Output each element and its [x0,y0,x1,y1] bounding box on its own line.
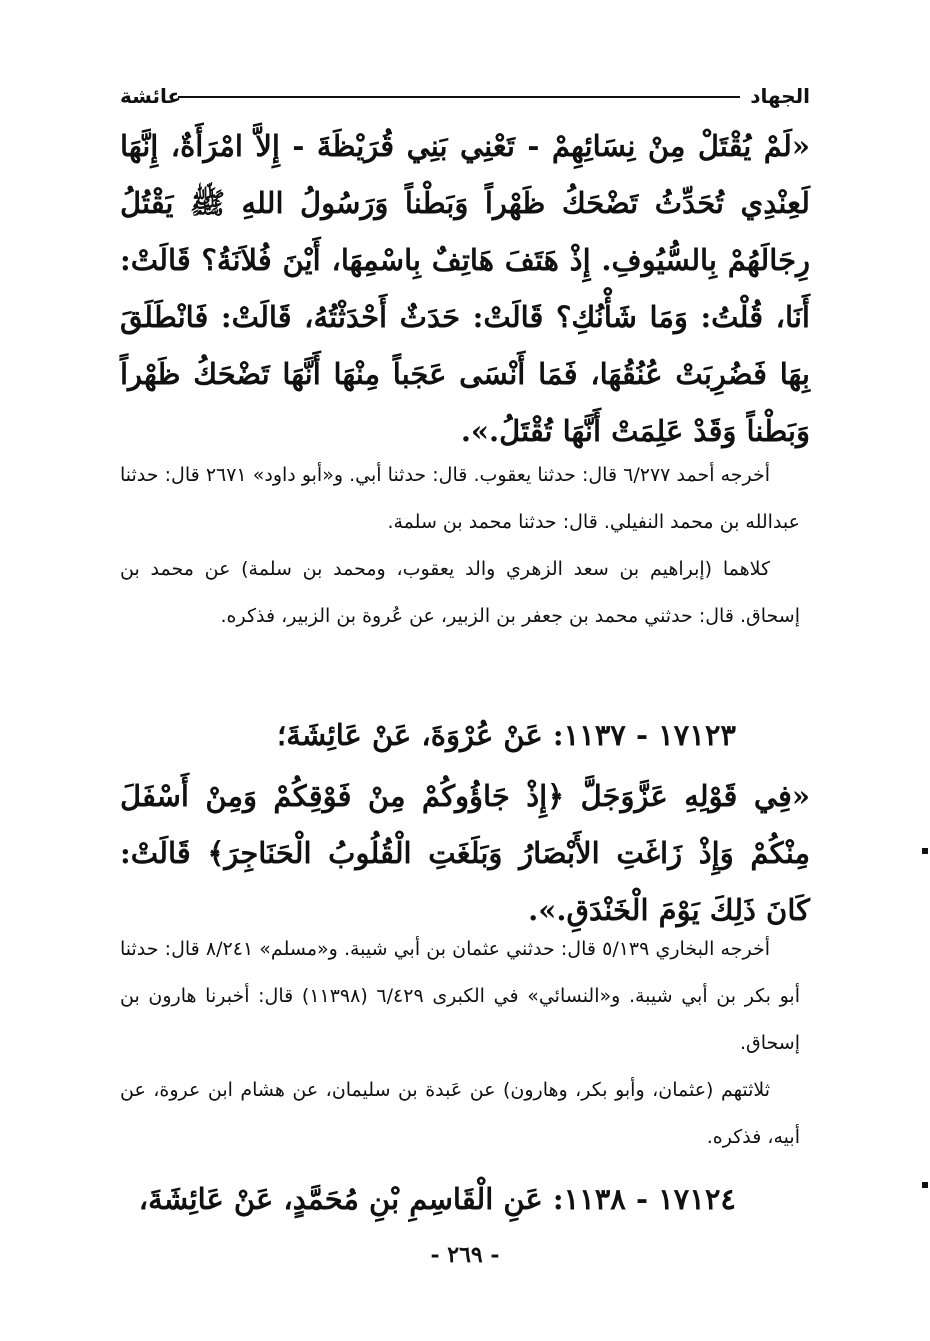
hadith-text-1: «لَمْ يُقْتَلْ مِنْ نِسَائِهِمْ - تَعْنِي بَنِي قُرَيْظَةَ - إِلاَّ امْرَأَةٌ، إِنَّهَا لَعِنْدِي تُحَدِّثُ تَضْحَكُ ظَهْراً وَبَطْناً وَرَسُولُ اللهِ ﷺ يَقْتُلُ رِجَالَهُمْ بِالسُّيُوفِ. إِذْ هَتَفَ هَاتِفٌ بِاسْمِهَا، أَيْنَ فُلاَنَةُ؟ قَالَتْ: أَنَا، قُلْتُ: وَمَا شَأْنُكِ؟ قَالَتْ: حَدَثٌ أَحْدَثْتُهُ، قَالَتْ: فَانْطَلَقَ بِهَا فَضُرِبَتْ عُنُقُهَا، فَمَا أَنْسَى عَجَباً مِنْهَا أَنَّهَا تَضْحَكُ ظَهْراً وَبَطْناً وَقَدْ عَلِمَتْ أَنَّهَا تُقْتَلُ.». [120,129,810,448]
takhrij-paragraph: كلاهما (إبراهيم بن سعد الزهري والد يعقوب، ومحمد بن سلمة) عن محمد بن إسحاق. قال: حدثني محمد بن جعفر بن الزبير، عن عُروة بن الزبير، فذكره. [120,558,800,627]
margin-mark [922,848,928,854]
takhrij-block-2 [120,926,800,1161]
hadith-heading-2: ١٧١٢٣ - ١١٣٧: عَنْ عُرْوَةَ، عَنْ عَائِشَةَ؛ [277,718,736,752]
takhrij-paragraph: أخرجه البخاري ٥/١٣٩ قال: حدثني عثمان بن أبي شيبة. و«مسلم» ٨/٢٤١ قال: حدثنا أبو بكر بن أبي شيبة. و«النسائي» في الكبرى ٦/٤٢٩ (١١٣٩٨) قال: أخبرنا هارون بن إسحاق. [120,938,800,1054]
takhrij-paragraph: ثلاثتهم (عثمان، وأبو بكر، وهارون) عن عَبدة بن سليمان، عن هشام ابن عروة، عن أبيه، فذكره. [120,1079,800,1148]
chapter-title: الجهاد [750,84,810,108]
takhrij-paragraph: أخرجه أحمد ٦/٢٧٧ قال: حدثنا يعقوب. قال: حدثنا أبي. و«أبو داود» ٢٦٧١ قال: حدثنا عبدالله بن محمد النفيلي. قال: حدثنا محمد بن سلمة. [120,464,800,533]
narrator-title: عائشة [120,84,182,108]
page-number: - ٢٦٩ - [430,1242,500,1268]
margin-mark [922,1182,928,1188]
takhrij-block-1 [120,452,800,640]
hadith-text-2: «فِي قَوْلِهِ عَزَّوَجَلَّ ﴿إِذْ جَاؤُوكُمْ مِنْ فَوْقِكُمْ وَمِنْ أَسْفَلَ مِنْكُمْ وَإِذْ زَاغَتِ الأَبْصَارُ وَبَلَغَتِ الْقُلُوبُ الْحَنَاجِرَ﴾ قَالَتْ: كَانَ ذَلِكَ يَوْمَ الْخَنْدَقِ.». [120,779,810,927]
header-rule [178,96,740,98]
hadith-heading-3: ١٧١٢٤ - ١١٣٨: عَنِ الْقَاسِمِ بْنِ مُحَمَّدٍ، عَنْ عَائِشَةَ، [138,1182,736,1216]
running-header [120,84,810,108]
